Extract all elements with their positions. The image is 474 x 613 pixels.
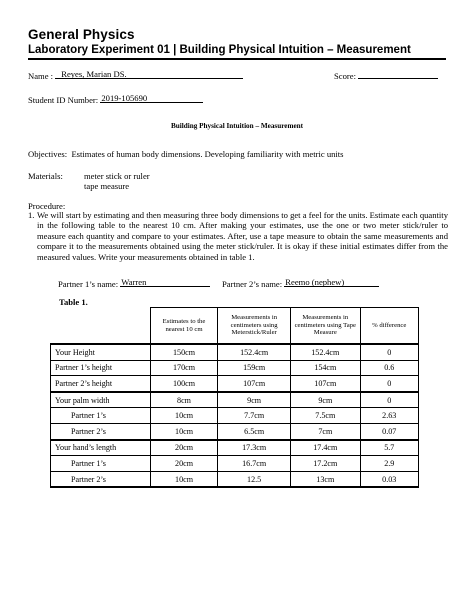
cell-ruler: 9cm — [218, 392, 291, 408]
row-label: Your Height — [51, 344, 151, 360]
cell-estimate: 150cm — [150, 344, 217, 360]
row-label: Partner 2’s — [51, 423, 151, 439]
step-number: 1. — [28, 210, 35, 220]
table-row — [51, 471, 419, 487]
partner-1-label: Partner 1’s name: — [58, 279, 119, 289]
experiment-subtitle: Laboratory Experiment 01 | Building Physical Intuition – Measurement — [28, 44, 411, 56]
header-ruler: Measurements in centimeters using Meterstick/Ruler — [218, 308, 291, 345]
section-title: Building Physical Intuition – Measurement — [170, 122, 304, 130]
cell-diff: 0 — [360, 376, 418, 392]
row-label: Your palm width — [51, 392, 151, 408]
objectives-text: Estimates of human body dimensions. Developing familiarity with metric units — [71, 149, 344, 159]
student-id-field — [100, 93, 203, 103]
table-header-row — [51, 308, 419, 345]
cell-estimate: 10cm — [150, 423, 217, 439]
name-value: Reyes, Marian DS. — [61, 69, 127, 79]
score-field — [358, 69, 438, 79]
materials-item: meter stick or ruler — [84, 171, 150, 181]
cell-estimate: 8cm — [150, 392, 217, 408]
step-text: We will start by estimating and then measuring three body dimensions to get a feel for the units. Estimate each quantity in the following table to the nearest 10 cm. After making your estimates, use the one or two meter stick/ruler to measure each quantity and compare to your estimates. After, use a tape measure to obtain the same measurements and compare it to the measurements obtained using the meter stick/ruler. It is okay if these initial estimates differ from the measured values. Write your measurements obtained in table 1. — [37, 210, 448, 262]
table-row — [51, 392, 419, 408]
cell-tape: 154cm — [291, 360, 361, 376]
name-field — [55, 69, 243, 79]
cell-tape: 13cm — [291, 471, 361, 487]
procedure-step — [28, 210, 448, 262]
header-percent-difference: % difference — [360, 308, 418, 345]
table-row — [51, 408, 419, 424]
table-row — [51, 360, 419, 376]
header-tape: Measurements in centimeters using Tape Measure — [291, 308, 361, 345]
row-label: Your hand’s length — [51, 440, 151, 456]
header-rule — [28, 58, 446, 60]
cell-tape: 7cm — [291, 423, 361, 439]
materials-label: Materials: — [28, 171, 63, 181]
student-id-value: 2019-105690 — [101, 93, 148, 103]
student-id-label: Student ID Number: — [28, 95, 99, 105]
cell-diff: 2.63 — [360, 408, 418, 424]
partner-1-value: Warren — [121, 277, 147, 287]
table-row — [51, 456, 419, 472]
objectives-line — [28, 149, 344, 159]
cell-ruler: 107cm — [218, 376, 291, 392]
cell-tape: 17.4cm — [291, 440, 361, 456]
cell-ruler: 159cm — [218, 360, 291, 376]
cell-diff: 0.07 — [360, 423, 418, 439]
cell-diff: 2.9 — [360, 456, 418, 472]
row-label: Partner 1’s — [51, 408, 151, 424]
cell-tape: 9cm — [291, 392, 361, 408]
measurement-table — [50, 307, 419, 488]
cell-diff: 0 — [360, 392, 418, 408]
partner-2-field — [284, 277, 379, 287]
cell-tape: 7.5cm — [291, 408, 361, 424]
partner-2-line — [222, 277, 379, 289]
row-label: Partner 2’s — [51, 471, 151, 487]
procedure-label: Procedure: — [28, 201, 66, 211]
cell-tape: 17.2cm — [291, 456, 361, 472]
score-line — [334, 69, 438, 81]
header-estimate: Estimates to the nearest 10 cm — [150, 308, 217, 345]
partner-1-line — [58, 277, 210, 289]
cell-estimate: 10cm — [150, 471, 217, 487]
cell-diff: 0.6 — [360, 360, 418, 376]
cell-tape: 107cm — [291, 376, 361, 392]
row-label: Partner 1’s — [51, 456, 151, 472]
cell-ruler: 16.7cm — [218, 456, 291, 472]
cell-estimate: 170cm — [150, 360, 217, 376]
partner-2-value: Reemo (nephew) — [285, 277, 345, 287]
cell-estimate: 20cm — [150, 456, 217, 472]
table-row — [51, 440, 419, 456]
cell-ruler: 152.4cm — [218, 344, 291, 360]
cell-estimate: 20cm — [150, 440, 217, 456]
name-line — [28, 69, 243, 81]
partner-1-field — [120, 277, 210, 287]
cell-tape: 152.4cm — [291, 344, 361, 360]
cell-estimate: 10cm — [150, 408, 217, 424]
name-label: Name : — [28, 71, 54, 81]
cell-ruler: 17.3cm — [218, 440, 291, 456]
table-row — [51, 376, 419, 392]
cell-diff: 0.03 — [360, 471, 418, 487]
row-label: Partner 1’s height — [51, 360, 151, 376]
cell-ruler: 7.7cm — [218, 408, 291, 424]
course-title: General Physics — [28, 27, 135, 42]
materials-item: tape measure — [84, 181, 130, 191]
table-row — [51, 344, 419, 360]
table-row — [51, 423, 419, 439]
cell-diff: 0 — [360, 344, 418, 360]
cell-ruler: 12.5 — [218, 471, 291, 487]
cell-estimate: 100cm — [150, 376, 217, 392]
partner-2-label: Partner 2’s name: — [222, 279, 283, 289]
student-id-line — [28, 93, 203, 105]
row-label: Partner 2’s height — [51, 376, 151, 392]
objectives-label: Objectives: — [28, 149, 68, 159]
cell-diff: 5.7 — [360, 440, 418, 456]
header-blank-cell — [51, 308, 151, 345]
cell-ruler: 6.5cm — [218, 423, 291, 439]
score-label: Score: — [334, 71, 356, 81]
table-caption: Table 1. — [59, 297, 88, 307]
